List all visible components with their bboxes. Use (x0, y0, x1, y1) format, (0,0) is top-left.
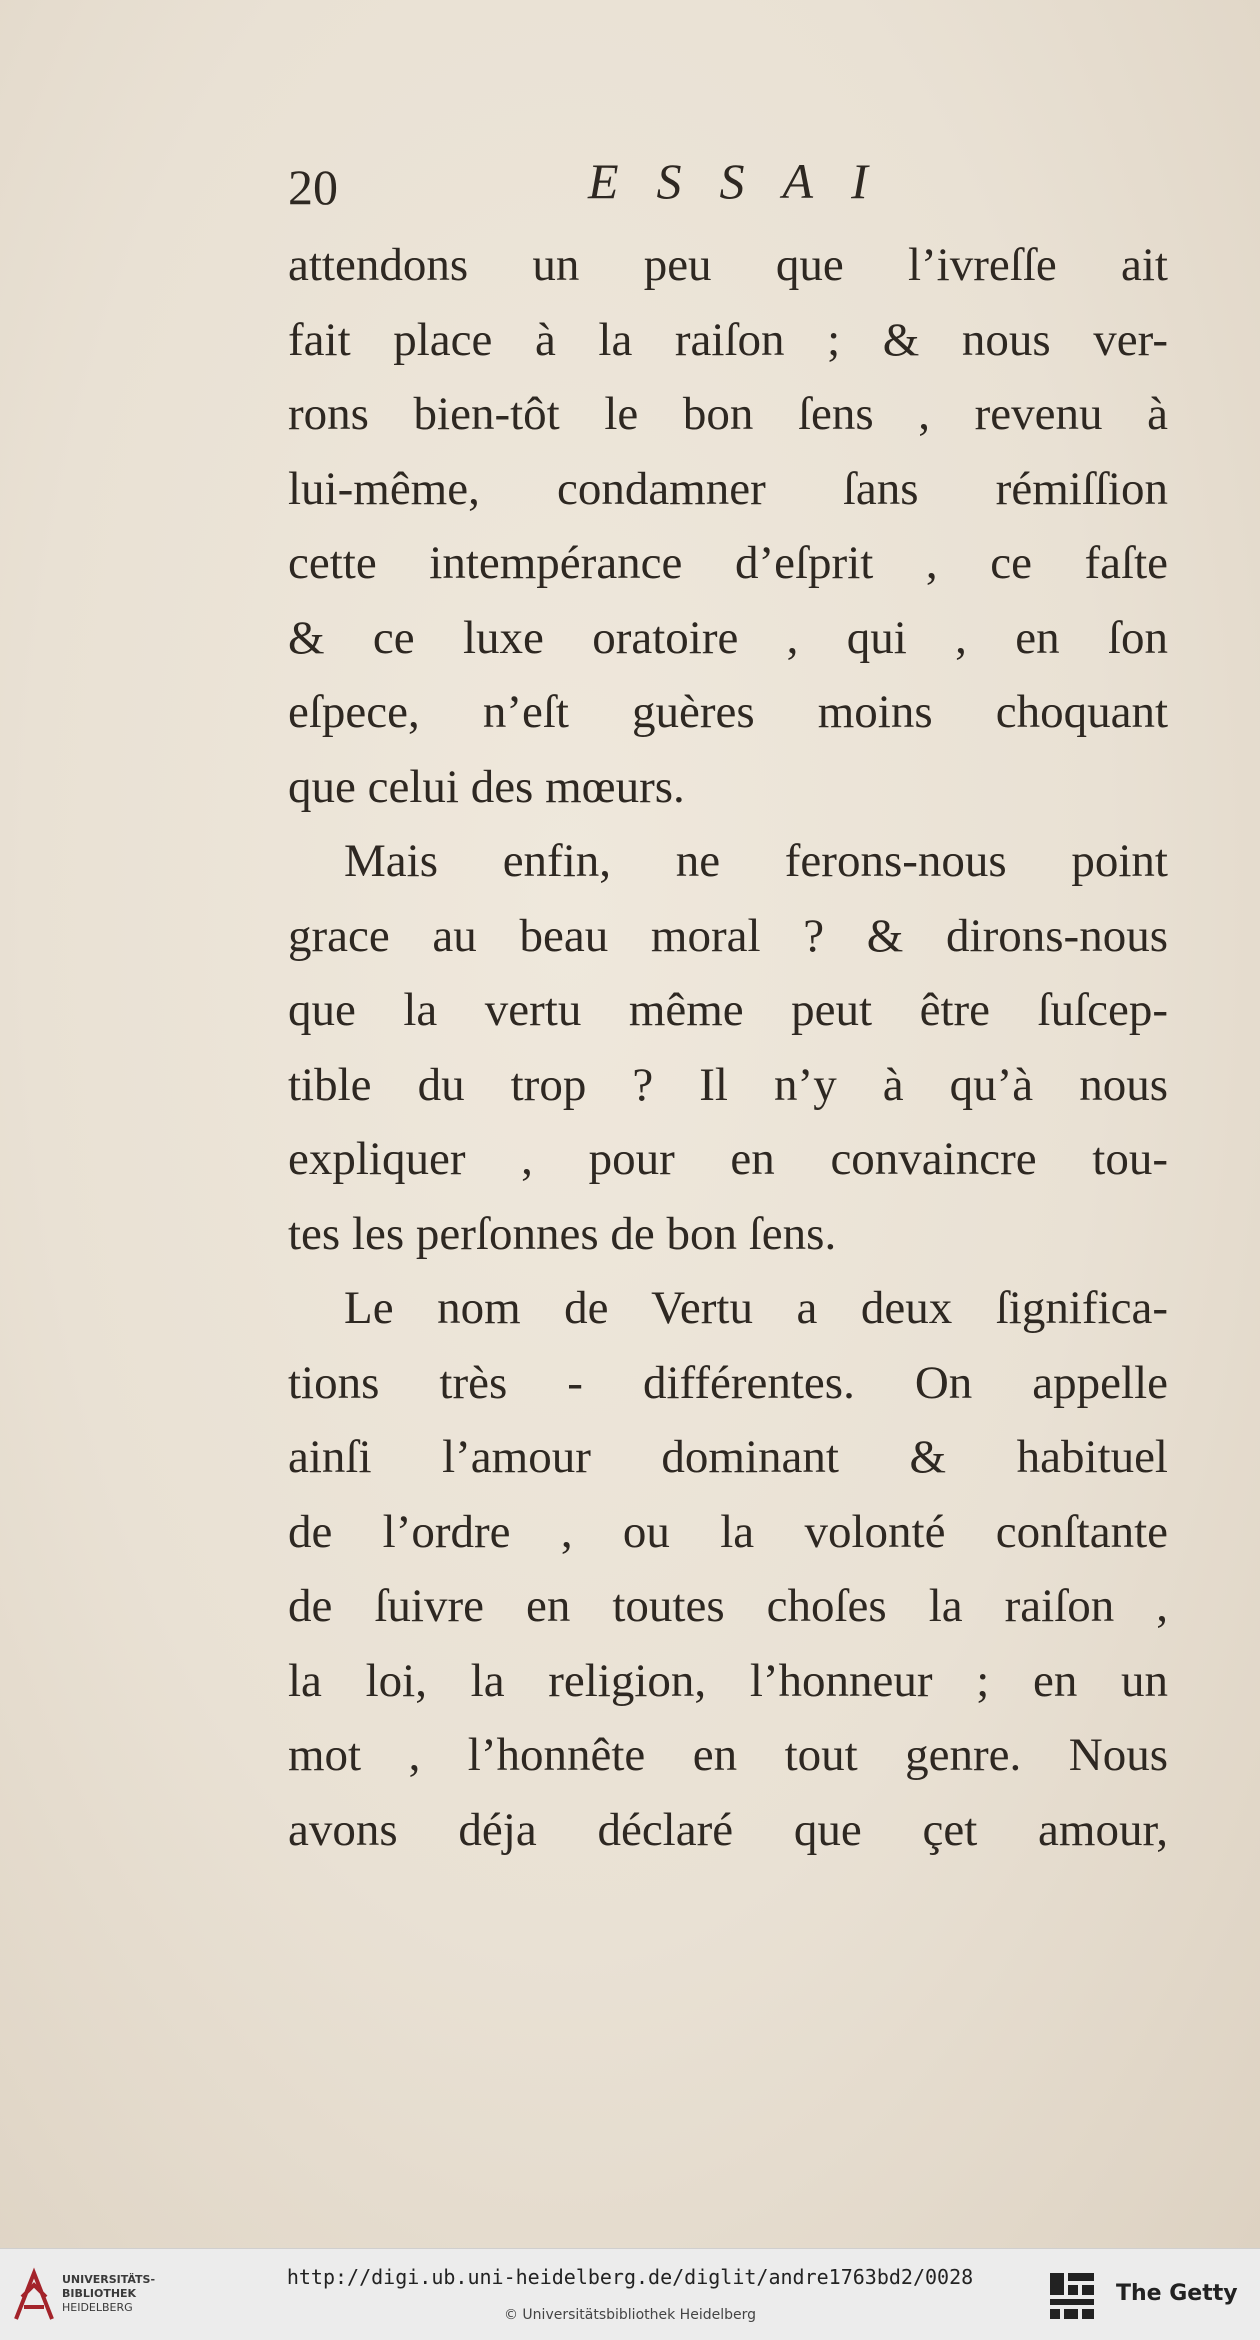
text-line: ainſi l’amour dominant & habituel (288, 1431, 1168, 1483)
copyright-notice: © Universitätsbibliothek Heidelberg (503, 2307, 756, 2323)
text-line: & ce luxe oratoire , qui , en ſon (288, 611, 1168, 664)
text-line: tes les perſonnes de bon ſens. (288, 1207, 837, 1260)
source-url-link[interactable]: http://digi.ub.uni-heidelberg.de/diglit/andre1763bd2/0028 (286, 2265, 974, 2289)
text-line: avons déja déclaré que çet amour, (288, 1803, 1168, 1856)
text-line: Mais enfin, ne ferons-nous point (344, 835, 1168, 887)
text-line: rons bien-tôt le bon ſens , revenu à (288, 388, 1168, 440)
logo-line-3: HEIDELBERG (62, 2301, 133, 2314)
body-text (288, 228, 1168, 1867)
page-number: 20 (288, 159, 338, 215)
text-line: que celui des mœurs. (288, 760, 685, 813)
text-line: tions très - différentes. On appelle (288, 1356, 1168, 1409)
text-line: cette intempérance d’eſprit , ce faſte (288, 537, 1168, 589)
text-line: de ſuivre en toutes choſes la raiſon , (288, 1580, 1168, 1632)
text-line: la loi, la religion, l’honneur ; en un (288, 1654, 1168, 1707)
logo-line-2: BIBLIOTHEK (62, 2287, 137, 2300)
logo-line-1: UNIVERSITÄTS- (62, 2273, 156, 2286)
text-line: mot , l’honnête en tout genre. Nous (288, 1729, 1168, 1781)
running-title: ESSAI (588, 153, 906, 209)
text-line: lui-même, condamner ſans rémiſſion (288, 462, 1168, 515)
text-line: eſpece, n’eſt guères moins choquant (288, 686, 1168, 738)
page-header (288, 150, 1168, 220)
text-line: de l’ordre , ou la volonté conſtante (288, 1505, 1168, 1558)
text-line: attendons un peu que l’ivreſſe ait (288, 239, 1168, 291)
text-line: tible du trop ? Il n’y à qu’à nous (288, 1058, 1168, 1111)
text-line: Le nom de Vertu a deux ſignifica- (344, 1282, 1168, 1334)
getty-name: The Getty (1116, 2281, 1238, 2306)
text-line: grace au beau moral ? & dirons-nous (288, 909, 1168, 962)
text-line: expliquer , pour en convaincre tou- (288, 1133, 1168, 1185)
getty-logo-icon (1048, 2271, 1096, 2321)
text-line: que la vertu même peut être ſuſcep- (288, 984, 1168, 1036)
text-line: fait place à la raiſon ; & nous ver- (288, 313, 1168, 366)
footer-bar (0, 2248, 1260, 2340)
getty-logo (1048, 2271, 1238, 2321)
